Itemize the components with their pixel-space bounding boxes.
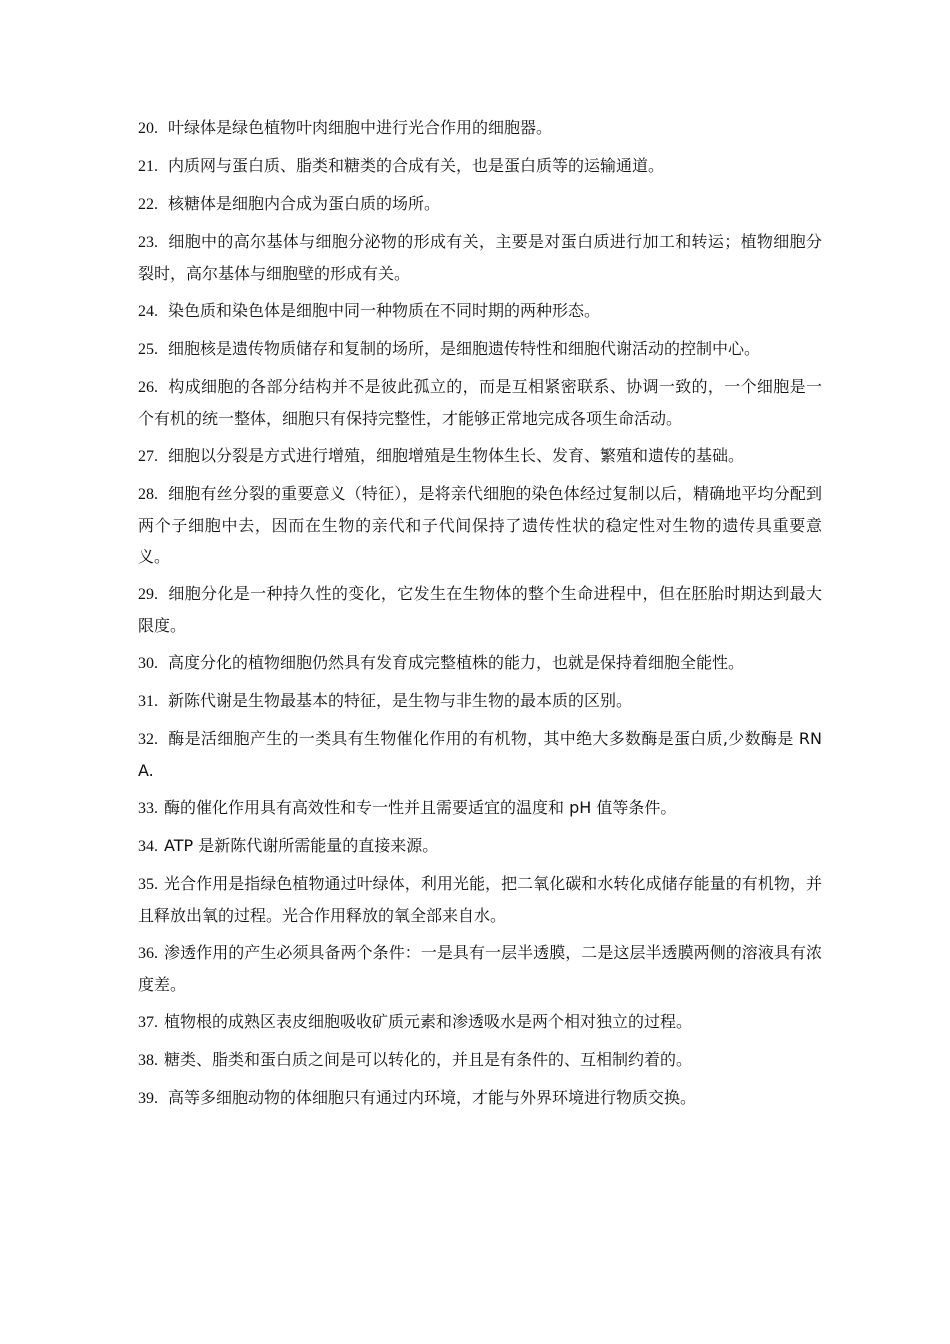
item-text: 渗透作用的产生必须具备两个条件：一是具有一层半透膜，二是这层半透膜两侧的溶液具有浓度差。: [138, 943, 822, 994]
item-number: 32.: [138, 731, 158, 748]
item-text: 光合作用是指绿色植物通过叶绿体，利用光能，把二氧化碳和水转化成储存能量的有机物，并且释放出氧的过程。光合作用释放的氧全部来自水。: [138, 874, 822, 925]
item-text: 细胞有丝分裂的重要意义（特征），是将亲代细胞的染色体经过复制以后，精确地平均分配到两个子细胞中去，因而在生物的亲代和子代间保持了遗传性状的稳定性对生物的遗传具重要意义。: [138, 484, 822, 566]
list-item: [138, 578, 822, 641]
item-text: 植物根的成熟区表皮细胞吸收矿质元素和渗透吸水是两个相对独立的过程。: [164, 1012, 693, 1031]
item-number: 26.: [138, 379, 158, 396]
item-text: 内质网与蛋白质、脂类和糖类的合成有关，也是蛋白质等的运输通道。: [168, 156, 665, 175]
item-number: 22.: [138, 196, 158, 213]
item-text: 酶是活细胞产生的一类具有生物催化作用的有机物，其中绝大多数酶是蛋白质,少数酶是 RNA.: [138, 729, 822, 780]
list-item: [138, 647, 822, 679]
item-number: 37.: [138, 1014, 158, 1031]
item-number: 33.: [138, 800, 158, 817]
list-item: [138, 226, 822, 289]
item-number: 30.: [138, 655, 158, 672]
item-text: 细胞核是遗传物质储存和复制的场所，是细胞遗传特性和细胞代谢活动的控制中心。: [168, 339, 761, 358]
item-number: 38.: [138, 1052, 158, 1069]
item-number: 36.: [138, 945, 158, 962]
list-item: [138, 792, 822, 824]
document-page: [138, 112, 822, 1120]
item-text: 高等多细胞动物的体细胞只有通过内环境，才能与外界环境进行物质交换。: [168, 1088, 697, 1107]
item-number: 35.: [138, 876, 158, 893]
item-number: 31.: [138, 693, 158, 710]
item-text: ATP 是新陈代谢所需能量的直接来源。: [164, 836, 439, 855]
list-item: [138, 1006, 822, 1038]
item-number: 24.: [138, 303, 158, 320]
item-number: 28.: [138, 486, 158, 503]
list-item: [138, 868, 822, 931]
list-item: [138, 723, 822, 786]
item-text: 核糖体是细胞内合成为蛋白质的场所。: [168, 194, 441, 213]
list-item: [138, 1044, 822, 1076]
item-number: 25.: [138, 341, 158, 358]
list-item: [138, 830, 822, 862]
item-number: 23.: [138, 234, 158, 251]
item-text: 染色质和染色体是细胞中同一种物质在不同时期的两种形态。: [168, 301, 601, 320]
list-item: [138, 188, 822, 220]
item-text: 糖类、脂类和蛋白质之间是可以转化的，并且是有条件的、互相制约着的。: [164, 1050, 693, 1069]
item-text: 高度分化的植物细胞仍然具有发育成完整植株的能力，也就是保持着细胞全能性。: [168, 653, 745, 672]
item-number: 21.: [138, 158, 158, 175]
item-number: 39.: [138, 1090, 158, 1107]
item-number: 20.: [138, 120, 158, 137]
item-text: 酶的催化作用具有高效性和专一性并且需要适宜的温度和 pH 值等条件。: [164, 798, 677, 817]
list-item: [138, 440, 822, 472]
list-item: [138, 371, 822, 434]
list-item: [138, 150, 822, 182]
item-text: 叶绿体是绿色植物叶肉细胞中进行光合作用的细胞器。: [168, 118, 553, 137]
item-text: 构成细胞的各部分结构并不是彼此孤立的，而是互相紧密联系、协调一致的，一个细胞是一个有机的统一整体，细胞只有保持完整性，才能够正常地完成各项生命活动。: [138, 377, 822, 428]
item-text: 细胞分化是一种持久性的变化，它发生在生物体的整个生命进程中，但在胚胎时期达到最大限度。: [138, 584, 822, 635]
list-item: [138, 937, 822, 1000]
list-item: [138, 685, 822, 717]
list-item: [138, 1082, 822, 1114]
item-number: 29.: [138, 586, 158, 603]
list-item: [138, 478, 822, 572]
list-item: [138, 333, 822, 365]
list-item: [138, 295, 822, 327]
item-number: 34.: [138, 838, 158, 855]
item-text: 细胞以分裂是方式进行增殖，细胞增殖是生物体生长、发育、繁殖和遗传的基础。: [168, 446, 745, 465]
list-item: [138, 112, 822, 144]
item-text: 细胞中的高尔基体与细胞分泌物的形成有关，主要是对蛋白质进行加工和转运；植物细胞分裂时，高尔基体与细胞壁的形成有关。: [138, 232, 822, 283]
item-number: 27.: [138, 448, 158, 465]
item-text: 新陈代谢是生物最基本的特征，是生物与非生物的最本质的区别。: [168, 691, 633, 710]
